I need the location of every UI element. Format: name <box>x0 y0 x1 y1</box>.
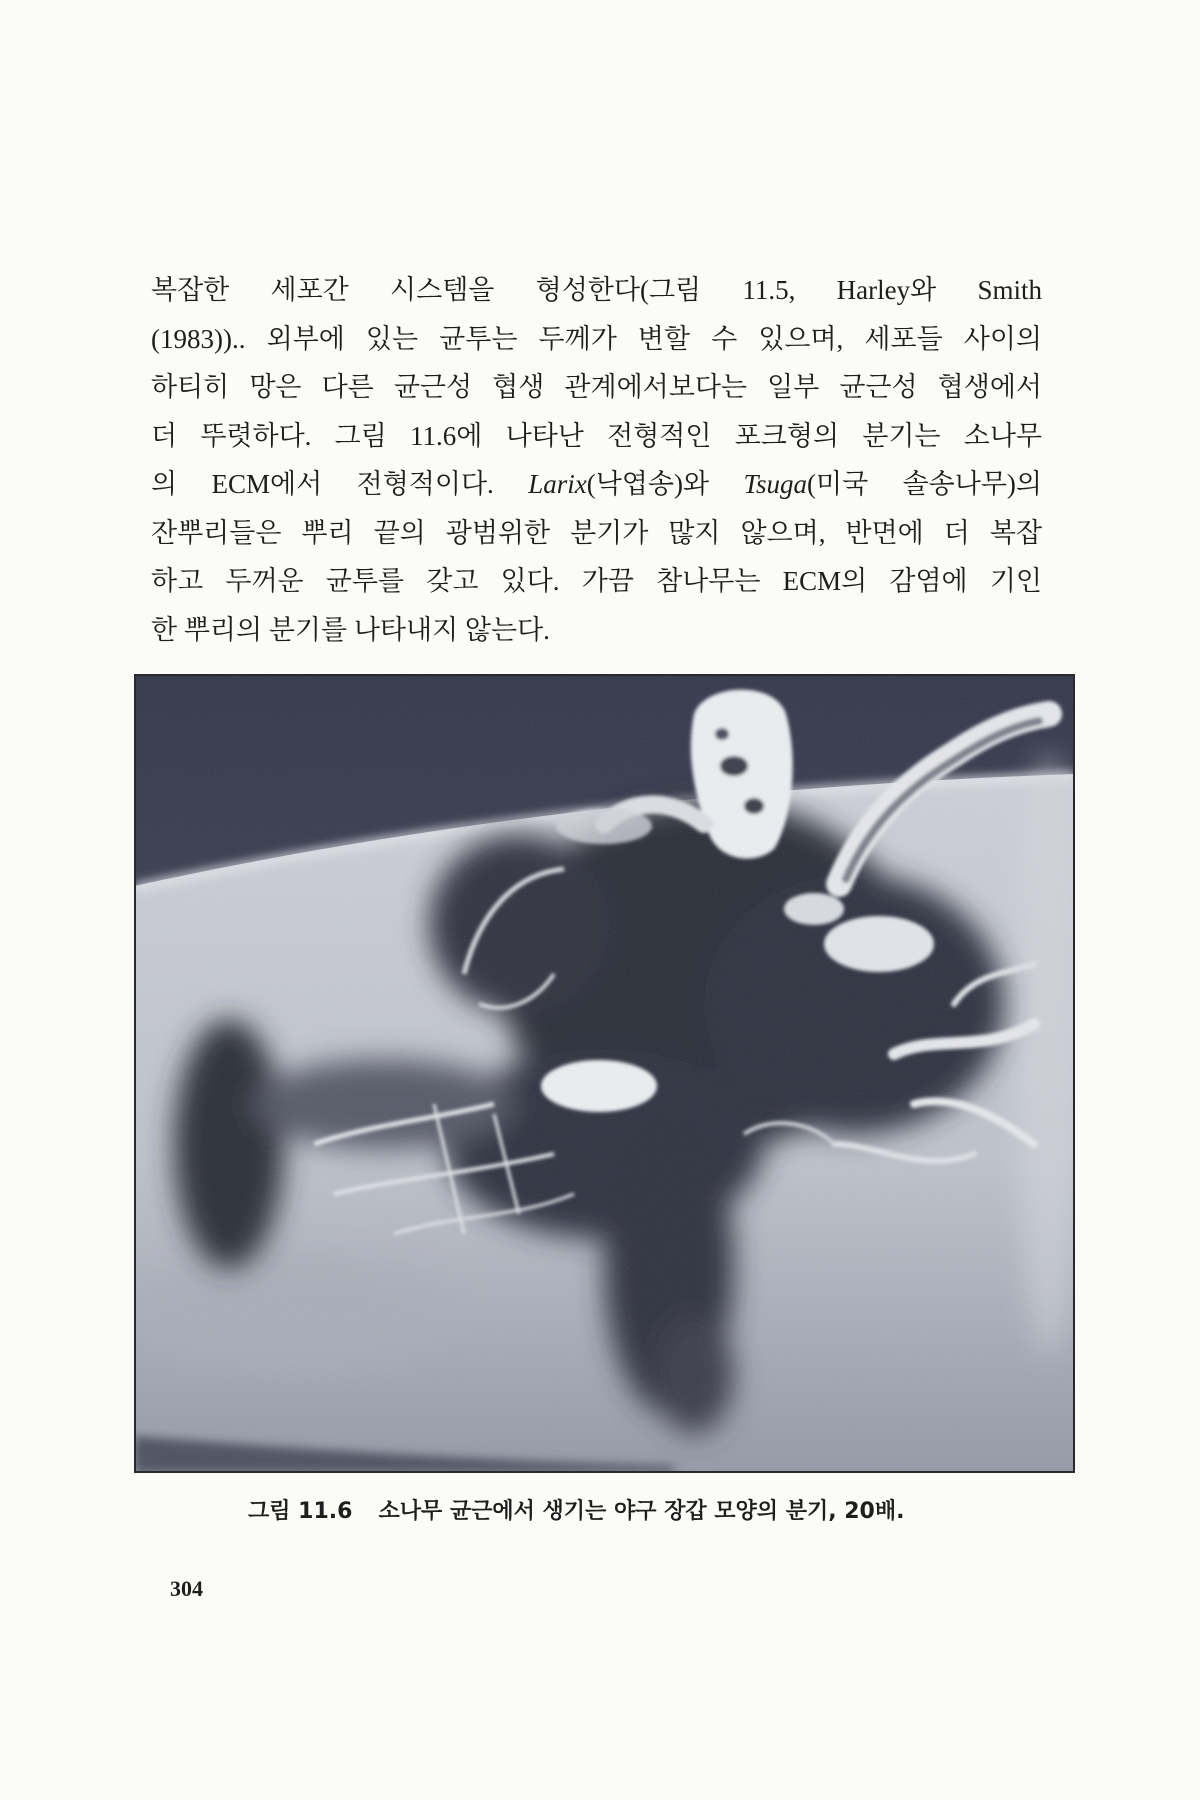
figure-photo <box>134 674 1075 1473</box>
figure-number: 그림 11.6 <box>248 1499 353 1524</box>
paragraph-line: 잔뿌리들은 뿌리 끝의 광범위한 분기가 많지 않으며, 반면에 더 복잡 <box>151 517 1042 548</box>
paragraph-line <box>151 460 1042 509</box>
line-text: (낙엽송)와 <box>586 469 744 499</box>
genus-name-larix: Larix <box>528 469 587 499</box>
paragraph-line: 하티히 망은 다른 균근성 협생 관계에서보다는 일부 균근성 협생에서 <box>151 372 1042 402</box>
photo-grain <box>134 674 1075 1473</box>
body-paragraph <box>151 266 1042 654</box>
paragraph-line: 복잡한 세포간 시스템을 형성한다(그림 11.5, Harley와 Smith <box>151 275 1042 305</box>
page-number: 304 <box>170 1576 203 1601</box>
caption-text: 소나무 균근에서 생기는 야구 장갑 모양의 분기, 20배. <box>378 1499 905 1524</box>
line-text: 의 ECM에서 전형적이다. <box>151 469 529 499</box>
paragraph-line: 한 뿌리의 분기를 나타내지 않는다. <box>151 614 550 645</box>
paragraph-line: (1983)).. 외부에 있는 균투는 두께가 변할 수 있으며, 세포들 사이의 <box>151 323 1042 354</box>
genus-name-tsuga: Tsuga <box>743 469 808 499</box>
line-text: (미국 솔송나무)의 <box>807 469 1042 499</box>
figure-caption <box>248 1494 1028 1530</box>
micrograph-image <box>134 674 1075 1473</box>
paragraph-line: 더 뚜렷하다. 그림 11.6에 나타난 전형적인 포크형의 분기는 소나무 <box>151 420 1042 451</box>
paragraph-line: 하고 두꺼운 균투를 갖고 있다. 가끔 참나무는 ECM의 감염에 기인 <box>151 566 1042 596</box>
